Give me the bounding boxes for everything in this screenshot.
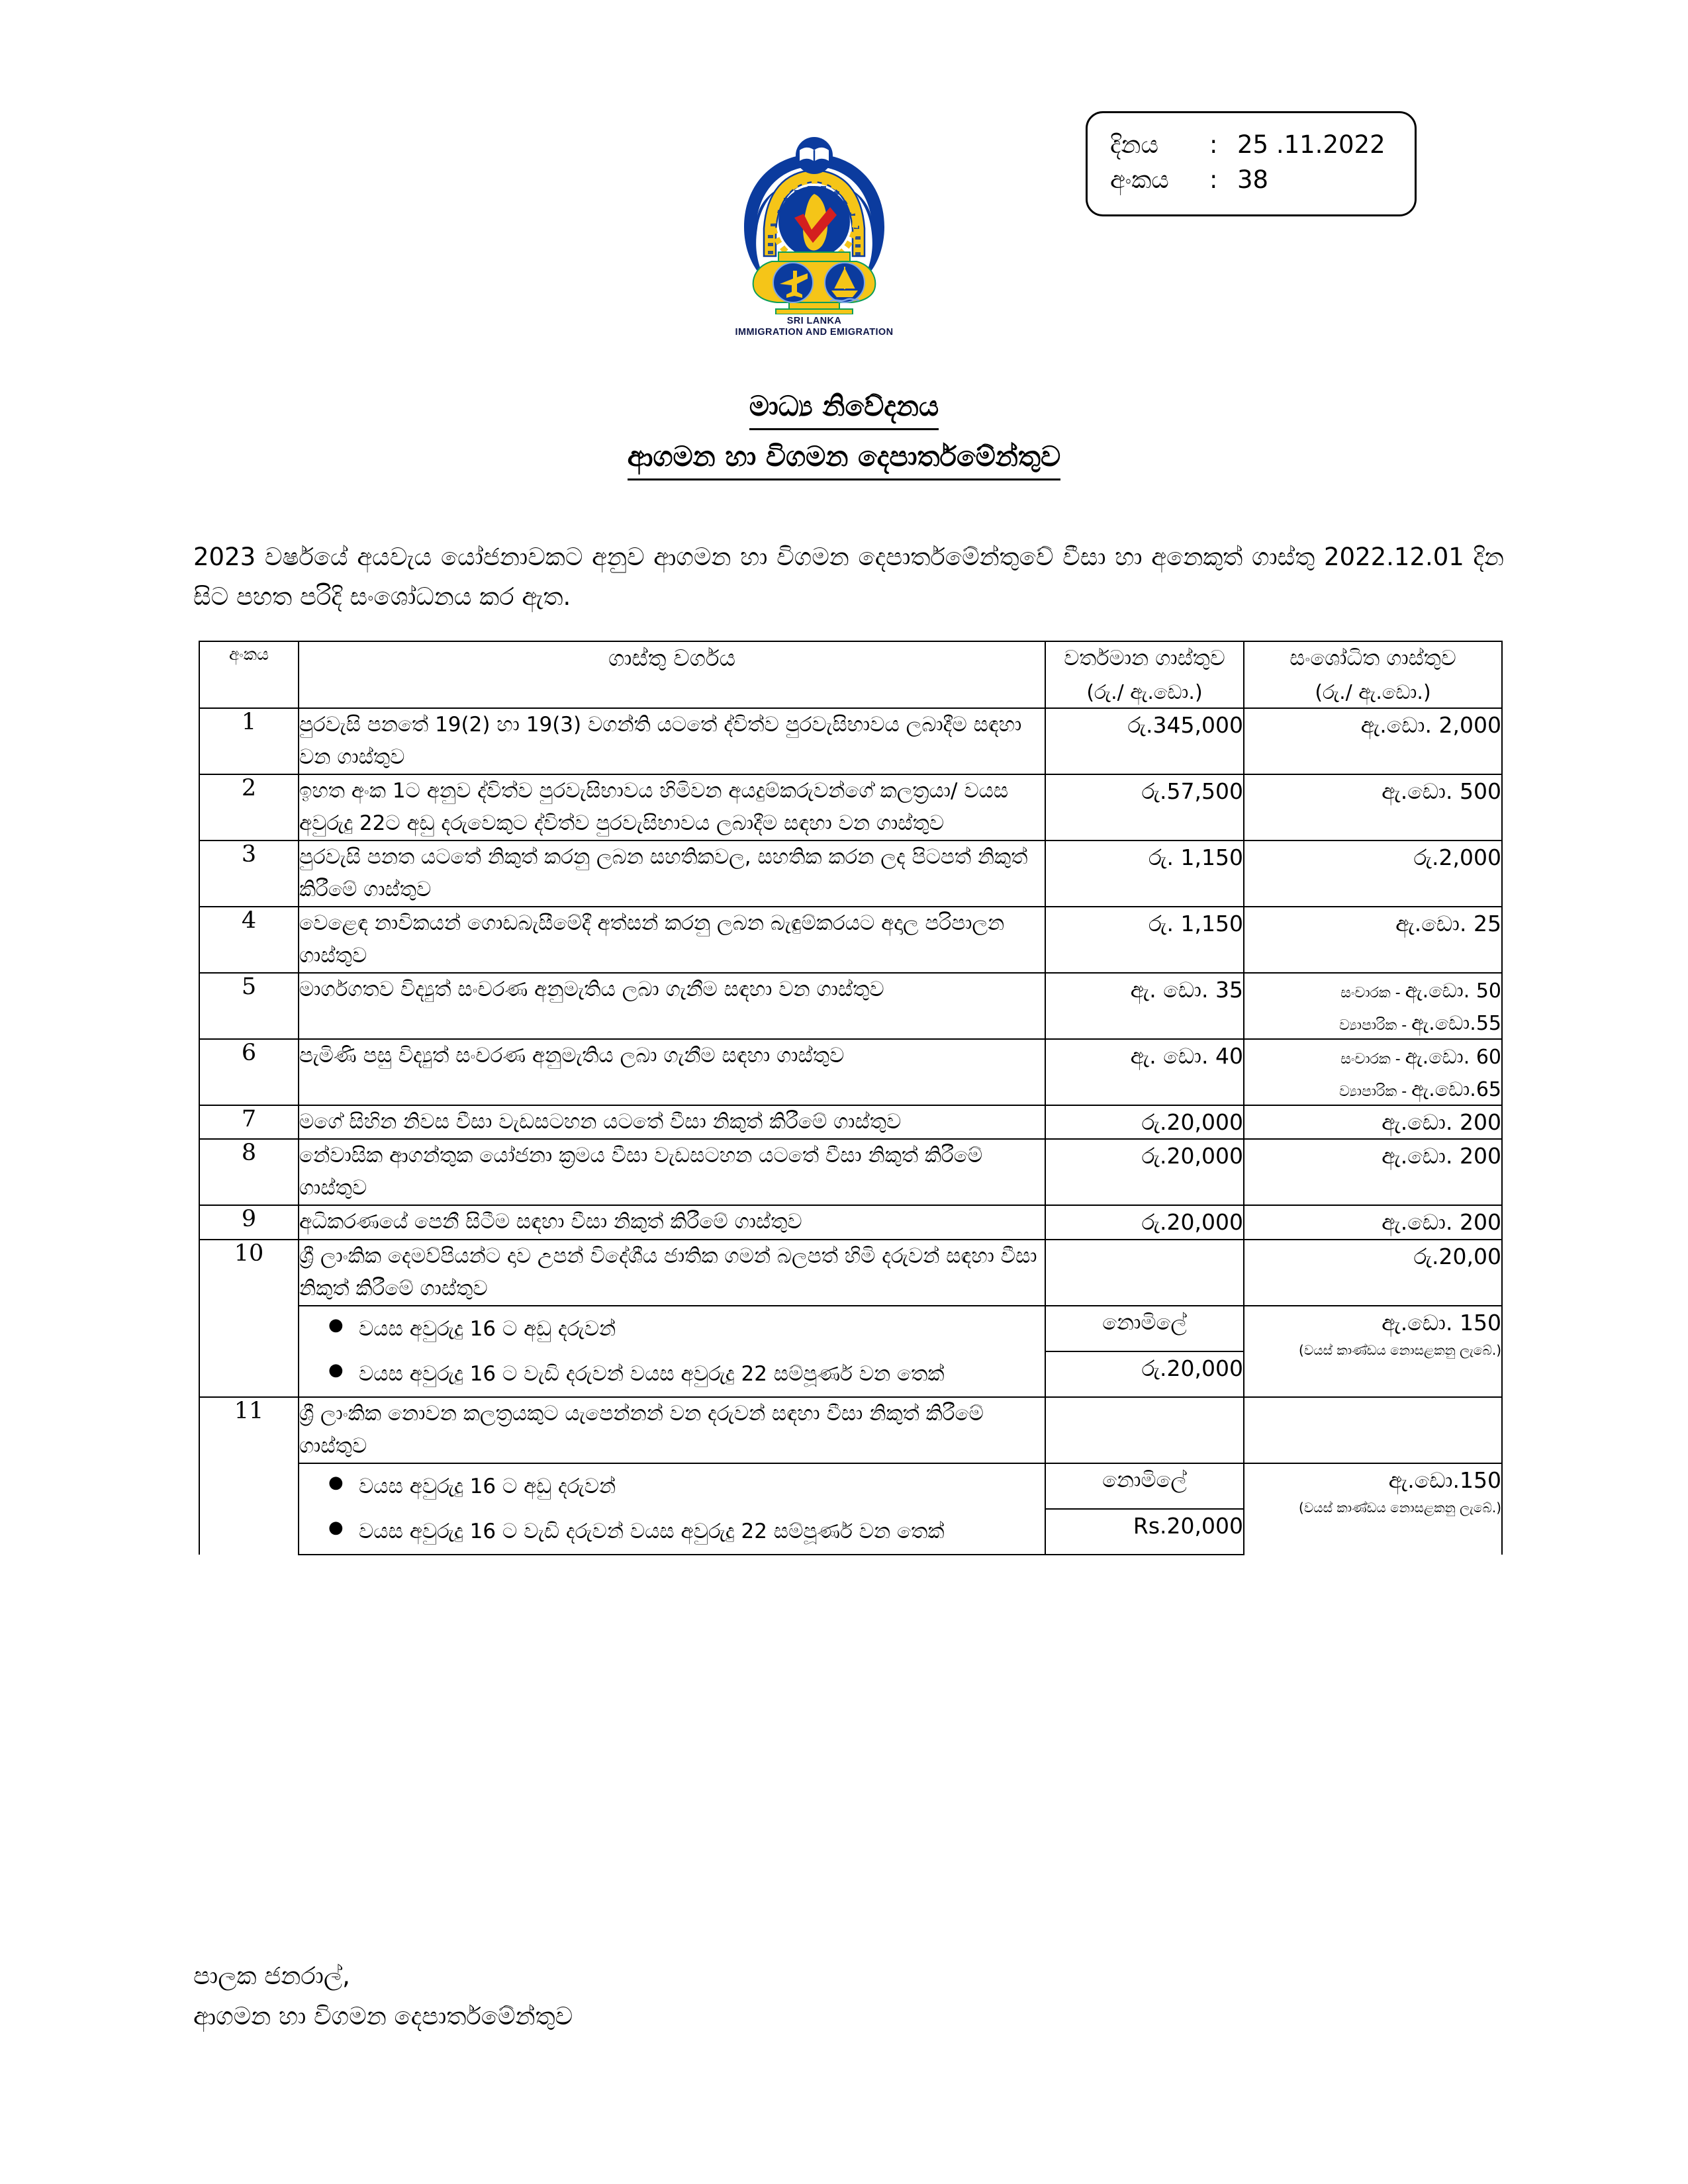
row-current-fee: රු. 1,150 <box>1045 907 1244 973</box>
revised-fee-tourist: සංචාරක - ඇ.ඩො. 60 <box>1340 1045 1501 1069</box>
row-description: මාර්ගගතව විද්‍යුත් සංචරණ අනුමැතිය ලබා ගැනීම සඳහා වන ගාස්තුව <box>299 973 1045 1039</box>
row-revised-fee <box>1244 1306 1502 1397</box>
row-description: පුරවැසි පනතේ 19(2) හා 19(3) වගන්ති යටතේ ද්විත්ව පුරවැසිභාවය ලබාදීම සඳහා වන ගාස්තුව <box>299 708 1045 774</box>
revised-fee-business: ව්‍යාපාරික - ඇ.ඩො.65 <box>1338 1077 1501 1101</box>
row-number: 6 <box>199 1039 299 1105</box>
emblem-caption <box>708 316 920 338</box>
signatory-title: පාලක ජනරාල්, <box>193 1962 350 1990</box>
intro-paragraph: 2023 වර්ෂයේ අයවැය යෝජනාවකට අනුව ආගමන හා විගමන දෙපාර්තමේන්තුවේ වීසා හා අනෙකුත් ගාස්තු 2022.12.01 දින සිට පහත පරිදි සංශෝධනය කර ඇත. <box>193 543 1504 611</box>
number-colon: : <box>1209 165 1218 194</box>
row-revised-fee <box>1244 1039 1502 1105</box>
row-revised-fee: රු.2,000 <box>1244 841 1502 907</box>
bullet-dot-icon: ● <box>328 1472 344 1492</box>
row-description: වෙළෙඳ නාවිකයන් ගොඩබැසීමේදී අත්සන් කරනු ලබන බැඳුම්කරයට අදාල පරිපාලන ගාස්තුව <box>299 907 1045 973</box>
revised-fee-value: ඇ.ඩො.150 <box>1388 1467 1501 1493</box>
row-description: ශ්‍රී ලාංකික දෙමව්පියන්ට දාව උපන් විදේශීය ජාතික ගමන් බලපත් හිමි දරුවන් සඳහා වීසා නිකුත් කිරීමේ ගාස්තුව <box>299 1240 1045 1306</box>
document-title-block <box>0 385 1688 480</box>
signature-block <box>193 1956 573 2037</box>
table-row <box>199 1105 1502 1140</box>
bullet-item <box>299 1306 1045 1351</box>
row-revised-fee <box>1244 1397 1502 1463</box>
row-number: 2 <box>199 774 299 841</box>
department-title: ආගමන හා විගමන දෙපාර්තමේන්තුව <box>628 435 1061 480</box>
table-row <box>199 1463 1502 1509</box>
row-number: 5 <box>199 973 299 1039</box>
bullet-label: වයස අවුරුදු 16 ට වැඩි දරුවන් වයස අවුරුදු 22 සම්පූර්ණ වන තෙක් <box>359 1361 945 1386</box>
table-body <box>199 708 1502 1555</box>
row-description: අධිකරණයේ පෙනී සිටීම සඳහා වීසා නිකුත් කිරීමේ ගාස්තුව <box>299 1205 1045 1240</box>
revised-fee-business: ව්‍යාපාරික - ඇ.ඩො.55 <box>1338 1011 1501 1035</box>
row-description <box>299 1306 1045 1351</box>
table-row <box>199 1205 1502 1240</box>
revised-fee-note: (වයස් කාණ්ඩය නොසළකනු ලැබේ.) <box>1299 1342 1501 1359</box>
row-description: පුරවැසි පනත යටතේ නිකුත් කරනු ලබන සහතිකවල, සහතික කරන ලද පිටපත් නිකුත් කිරීමේ ගාස්තුව <box>299 841 1045 907</box>
row-number: 11 <box>199 1397 299 1555</box>
row-current-fee: රු.20,000 <box>1045 1351 1244 1397</box>
bullet-dot-icon: ● <box>328 1314 344 1335</box>
bullet-label: වයස අවුරුදු 16 ට වැඩි දරුවන් වයස අවුරුදු 22 සම්පූර්ණ වන තෙක් <box>359 1519 945 1543</box>
row-description <box>299 1509 1045 1555</box>
row-current-fee: රු.20,000 <box>1045 1105 1244 1140</box>
row-number: 1 <box>199 708 299 774</box>
row-description: නේවාසික ආගන්තුක යෝජනා ක්‍රමය වීසා වැඩසටහන යටතේ වීසා නිකුත් කිරීමේ ගාස්තුව <box>299 1139 1045 1205</box>
row-number: 10 <box>199 1240 299 1397</box>
column-header-current-unit: (රු./ ඇ.ඩො.) <box>1086 681 1203 704</box>
number-label: අංකය <box>1110 165 1169 194</box>
bullet-dot-icon: ● <box>328 1359 344 1380</box>
row-current-fee: රු.345,000 <box>1045 708 1244 774</box>
emblem-caption-line1: SRI LANKA <box>786 316 842 326</box>
row-current-fee: Rs.20,000 <box>1045 1509 1244 1555</box>
row-revised-fee: ඇ.ඩො. 25 <box>1244 907 1502 973</box>
bullet-dot-icon: ● <box>328 1517 344 1537</box>
table-row <box>199 774 1502 841</box>
row-revised-fee: ඇ.ඩො. 200 <box>1244 1105 1502 1140</box>
revised-fee-note: (වයස් කාණ්ඩය නොසළකනු ලැබේ.) <box>1299 1500 1501 1516</box>
row-description: ශ්‍රී ලාංකික නොවන කලත්‍රයකුට යැපෙන්නන් වන දරුවන් සඳහා වීසා නිකුත් කිරීමේ ගාස්තුව <box>299 1397 1045 1463</box>
column-header-description: ගාස්තු වර්ගය <box>299 641 1045 708</box>
bullet-label: වයස අවුරුදු 16 ට අඩු දරුවන් <box>359 1316 616 1341</box>
emblem-caption-line2: IMMIGRATION AND EMIGRATION <box>735 327 894 338</box>
row-description <box>299 1463 1045 1509</box>
fee-revision-table <box>199 641 1503 1555</box>
page-title: මාධ්‍ය නිවේදනය <box>749 385 939 430</box>
column-header-current <box>1045 641 1244 708</box>
date-value: 25 .11.2022 <box>1237 130 1385 159</box>
row-number: 7 <box>199 1105 299 1140</box>
column-header-no: අංකය <box>199 641 299 708</box>
table-row <box>199 907 1502 973</box>
date-colon: : <box>1209 130 1218 159</box>
sri-lanka-immigration-crest-icon <box>715 136 914 314</box>
date-number-box <box>1086 111 1417 216</box>
table-row <box>199 1139 1502 1205</box>
row-number: 8 <box>199 1139 299 1205</box>
table-row <box>199 841 1502 907</box>
row-revised-fee: ඇ.ඩො. 2,000 <box>1244 708 1502 774</box>
row-current-fee: රු.20,000 <box>1045 1205 1244 1240</box>
row-revised-fee <box>1244 973 1502 1039</box>
date-label: දිනය <box>1110 130 1159 159</box>
row-number: 9 <box>199 1205 299 1240</box>
number-row <box>1110 163 1395 198</box>
row-description: ඉහත අංක 1ට අනුව ද්විත්ව පුරවැසිභාවය හිමිවන අයදුම්කරුවන්ගේ කලත්‍රයා/ වයස අවුරුදු 22ට අඩු දරුවෙකුට ද්විත්ව පුරවැසිභාවය ලබාදීම සඳහා වන ගාස්තුව <box>299 774 1045 841</box>
bullet-item <box>299 1351 1045 1396</box>
row-current-fee: ඇ. ඩො. 40 <box>1045 1039 1244 1105</box>
row-current-fee: රු. 1,150 <box>1045 841 1244 907</box>
bullet-item <box>299 1509 1045 1554</box>
row-current-fee <box>1045 1397 1244 1463</box>
table-row <box>199 708 1502 774</box>
column-header-revised-unit: (රු./ ඇ.ඩො.) <box>1315 681 1431 704</box>
table-row <box>199 1240 1502 1306</box>
column-header-revised <box>1244 641 1502 708</box>
revised-fee-value: ඇ.ඩො. 150 <box>1382 1309 1501 1336</box>
row-description <box>299 1351 1045 1397</box>
revised-fee-tourist: සංචාරක - ඇ.ඩො. 50 <box>1340 979 1501 1003</box>
row-revised-fee: රු.20,00 <box>1244 1240 1502 1306</box>
department-emblem <box>708 136 920 338</box>
row-current-fee: ඇ. ඩො. 35 <box>1045 973 1244 1039</box>
row-current-fee: නොමිලේ <box>1045 1306 1244 1351</box>
row-current-fee: රු.57,500 <box>1045 774 1244 841</box>
row-number: 3 <box>199 841 299 907</box>
date-row <box>1110 128 1395 163</box>
table-header-row <box>199 641 1502 708</box>
row-revised-fee: ඇ.ඩො. 200 <box>1244 1139 1502 1205</box>
row-description: පැමිණි පසු විද්‍යුත් සංචරණ අනුමැතිය ලබා ගැනීම සඳහා ගාස්තුව <box>299 1039 1045 1105</box>
number-value: 38 <box>1237 165 1269 194</box>
table-row <box>199 973 1502 1039</box>
row-current-fee: නොමිලේ <box>1045 1463 1244 1509</box>
bullet-label: වයස අවුරුදු 16 ට අඩු දරුවන් <box>359 1474 616 1498</box>
table-row <box>199 1306 1502 1351</box>
column-header-current-text: වර්තමාන ගාස්තුව <box>1064 645 1225 670</box>
row-number: 4 <box>199 907 299 973</box>
signatory-department: ආගමන හා විගමන දෙපාර්තමේන්තුව <box>193 2002 573 2031</box>
row-revised-fee: ඇ.ඩො. 500 <box>1244 774 1502 841</box>
bullet-item <box>299 1464 1045 1509</box>
table-row <box>199 1397 1502 1463</box>
column-header-revised-text: සංශෝධිත ගාස්තුව <box>1289 645 1456 670</box>
row-current-fee: රු.20,000 <box>1045 1139 1244 1205</box>
row-revised-fee <box>1244 1463 1502 1555</box>
row-revised-fee: ඇ.ඩො. 200 <box>1244 1205 1502 1240</box>
table-row <box>199 1039 1502 1105</box>
row-description: මගේ සිහින නිවස වීසා වැඩසටහන යටතේ වීසා නිකුත් කිරීමේ ගාස්තුව <box>299 1105 1045 1140</box>
row-current-fee <box>1045 1240 1244 1306</box>
